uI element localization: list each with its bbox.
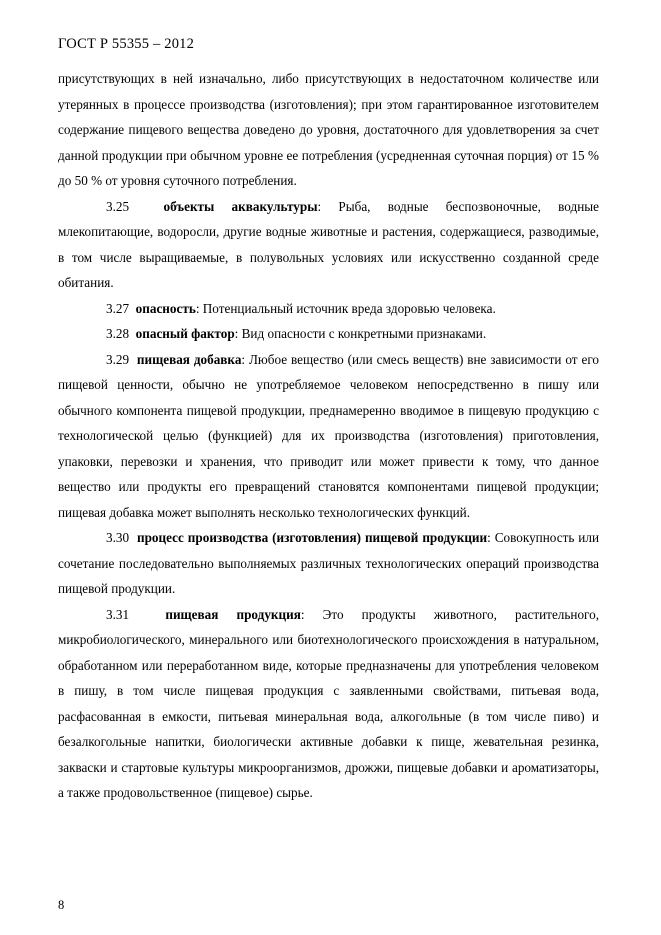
paragraph-3-28	[58, 321, 599, 347]
clause-number: 3.25	[106, 198, 130, 214]
clause-number: 3.27	[106, 300, 130, 316]
paragraph-text: : Это продукты животного, растительного, микробиологического, минерального или биотехнологического происхождения в натуральном, обработанном или переработанном виде, которые предназначены для употребления человеком в пишу, в том числе пищевая продукция с заявленными свойствами, питьевая вода, расфасованная в емкости, питьевая минеральная вода, алкогольные (в том числе пиво) и безалкогольные напитки, биологически активные добавки к пище, жевательная резинка, закваски и стартовые культуры микроорганизмов, дрожжи, пищевые добавки и ароматизаторы, а также продовольственное (пищевое) сырье.	[58, 606, 600, 800]
page-number: 8	[58, 898, 65, 912]
term-name: пищевая продукция	[165, 606, 301, 622]
clause-number: 3.28	[106, 326, 130, 341]
clause-number: 3.31	[106, 606, 130, 622]
document-standard-header: ГОСТ Р 55355 – 2012	[58, 36, 195, 52]
term-name: процесс производства (изготовления) пищевой продукции	[137, 530, 488, 545]
paragraph-text: : Совокупность или сочетание последовательно выполняемых различных технологических операций производства пищевой продукции.	[58, 530, 599, 596]
paragraph-text: : Вид опасности с конкретными признаками.	[234, 326, 487, 341]
paragraph-3-29	[58, 347, 599, 526]
term-name: опасный фактор	[135, 326, 235, 341]
paragraph-3-25	[58, 194, 599, 296]
clause-number: 3.30	[106, 530, 130, 545]
clause-number: 3.29	[106, 351, 130, 367]
paragraph-text: : Любое вещество (или смесь веществ) вне зависимости от его пищевой ценности, обычно не употребляемое человеком непосредственно в пишу или обычного компонента пищевой продукции, преднамеренно вводимое в пищевую продукцию с технологической целью (функцией) для их производства (изготовления) приготовления, упаковки, перевозки и хранения, что приводит или может привести к тому, что данное вещество или продукты его превращений становятся компонентами пищевой продукции; пищевая добавка может выполнять несколько технологических функций.	[58, 351, 600, 520]
paragraph-3-30	[58, 525, 599, 602]
paragraph-3-27	[58, 296, 599, 322]
paragraph-text: присутствующих в ней изначально, либо присутствующих в недостаточном количестве или утерянных в процессе производства (изготовления); при этом гарантированное изготовителем содержание пищевого вещества доведено до уровня, достаточного для удовлетворения за счет данной продукции при обычном уровне ее потребления (усредненная суточная порция) от 15 % до 50 % от уровня суточного потребления.	[58, 71, 599, 188]
document-body	[58, 66, 599, 806]
paragraph-text: : Рыба, водные беспозвоночные, водные млекопитающие, водоросли, другие водные животные и растения, содержащиеся, разводимые, в том числе выращиваемые, в полувольных условиях или искусственно созданной среде обитания.	[58, 198, 599, 290]
term-name: опасность	[135, 300, 196, 316]
term-name: пищевая добавка	[136, 351, 242, 367]
term-name: объекты аквакультуры	[163, 198, 318, 214]
paragraph-3-31	[58, 602, 599, 806]
paragraph-continuation	[58, 66, 599, 194]
paragraph-text: : Потенциальный источник вреда здоровью человека.	[195, 300, 496, 316]
